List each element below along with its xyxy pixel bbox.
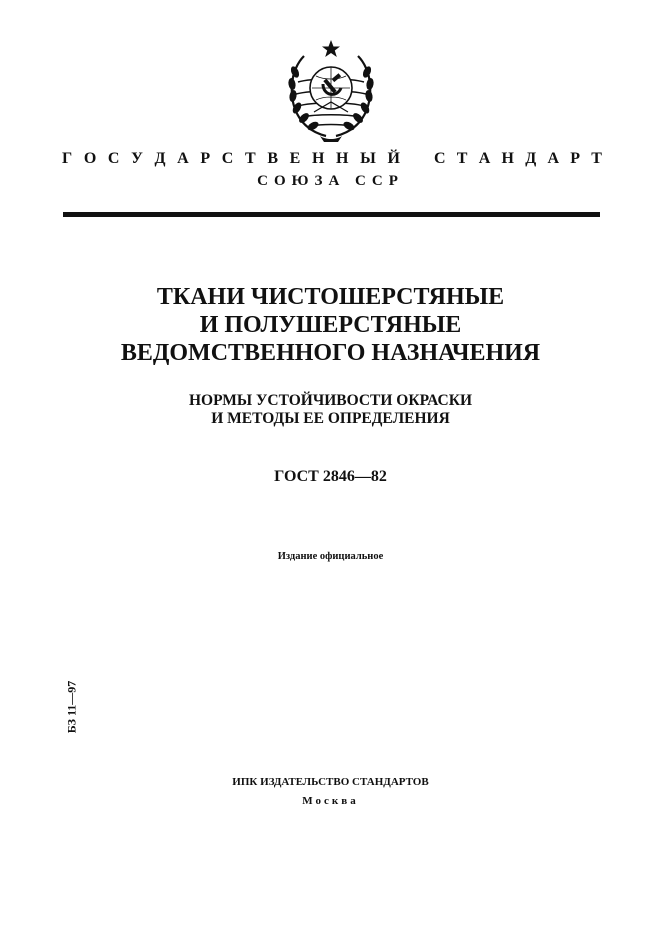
header-state-standard [62, 150, 602, 168]
publisher-city: Москва [302, 795, 359, 807]
publisher-name: ИПК ИЗДАТЕЛЬСТВО СТАНДАРТОВ [232, 776, 429, 788]
title-line: И ПОЛУШЕРСТЯНЫЕ [199, 312, 462, 338]
document-subtitle [0, 392, 661, 428]
header-word-state: Г О С У Д А Р С Т В Е Н Н Ы Й [62, 150, 400, 167]
document-title [0, 283, 661, 367]
title-line: ТКАНИ ЧИСТОШЕРСТЯНЫЕ [156, 284, 505, 310]
header-divider [63, 212, 600, 217]
standard-number: ГОСТ 2846—82 [274, 468, 387, 485]
header-word-standard: С Т А Н Д А Р Т [434, 150, 602, 167]
title-line: ВЕДОМСТВЕННОГО НАЗНАЧЕНИЯ [120, 340, 541, 366]
subtitle-line: НОРМЫ УСТОЙЧИВОСТИ ОКРАСКИ [189, 392, 472, 409]
edition-note: Издание официальное [277, 551, 384, 562]
side-catalog-code: БЗ 11—97 [64, 680, 79, 734]
header-union: СОЮЗА ССР [257, 173, 404, 189]
state-emblem-icon [282, 38, 380, 144]
subtitle-line: И МЕТОДЫ ЕЕ ОПРЕДЕЛЕНИЯ [211, 410, 450, 427]
